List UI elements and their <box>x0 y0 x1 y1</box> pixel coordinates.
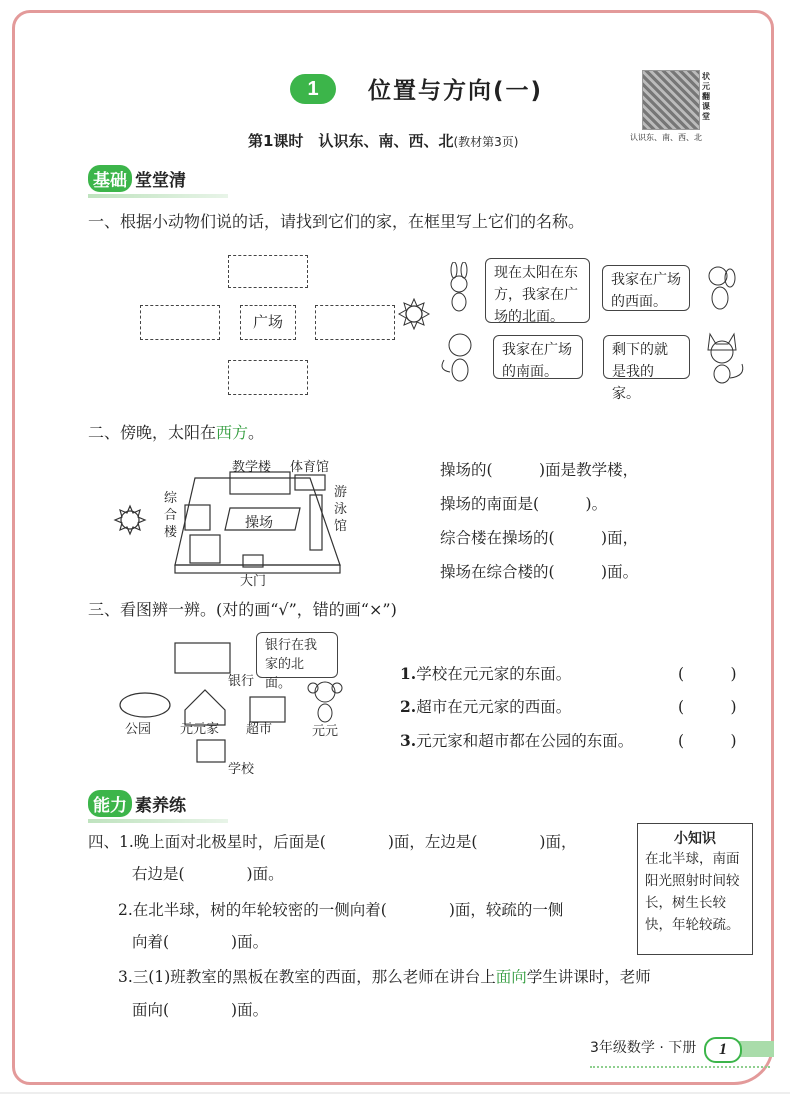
footer-bar <box>738 1041 774 1057</box>
speech-bubble-cat: 剩下的就是我的家。 <box>603 335 690 379</box>
q4-line-4: 向着( )面。 <box>132 933 269 951</box>
item-number: 1. <box>400 664 417 683</box>
note-text: 在北半球，南面阳光照射时间较长，树生长较快，年轮较疏。 <box>645 851 740 933</box>
item-text: 元元家和超市都在公园的东面。 <box>416 732 634 750</box>
section-badge: 基础 <box>88 165 132 192</box>
lesson-ref: (教材第3页) <box>453 135 519 149</box>
label-pool: 游泳馆 <box>334 485 348 534</box>
label-bank: 银行 <box>228 674 255 689</box>
section-title: 素养练 <box>135 796 186 816</box>
answer-box-south[interactable] <box>228 360 308 395</box>
q4-text: 学生讲课时，老师 <box>526 968 651 986</box>
q3-answer-3[interactable]: ( ) <box>678 732 737 750</box>
label-gym: 体育馆 <box>290 460 330 475</box>
label-yuanyuan: 元元 <box>312 724 339 739</box>
section-underline <box>88 194 228 198</box>
label-home: 元元家 <box>180 722 220 737</box>
q3-item-2 <box>400 695 571 717</box>
item-text: 学校在元元家的东面。 <box>416 665 572 683</box>
q2-highlight: 西方 <box>216 423 249 442</box>
park-icon <box>120 693 170 717</box>
school-icon <box>197 740 225 762</box>
note-title: 小知识 <box>674 831 716 847</box>
q4-line-3: 2.在北半球，树的年轮较密的一侧向着( )面，较疏的一侧 <box>118 901 564 919</box>
lesson-name: 第1课时 认识东、南、西、北 <box>248 132 454 150</box>
q3-prompt: 三、看图辨一辨。(对的画“√”，错的画“×”) <box>88 600 397 619</box>
item-text: 超市在元元家的西面。 <box>416 698 572 716</box>
q4-highlight: 面向 <box>495 968 527 986</box>
monkey-icon <box>438 330 488 385</box>
speech-bubble-monkey: 我家在广场的南面。 <box>493 335 583 379</box>
label-school: 学校 <box>228 762 255 777</box>
label-complex-building: 综合楼 <box>164 491 178 540</box>
section-title: 堂堂清 <box>135 171 186 191</box>
qr-code[interactable] <box>642 70 700 130</box>
rabbit-icon <box>440 262 480 312</box>
q2-prefix: 二、傍晚，太阳在 <box>88 423 217 442</box>
q2-line-4: 操场在综合楼的( )面。 <box>440 563 639 581</box>
q4-line-2: 右边是( )面。 <box>132 865 284 883</box>
campus-map <box>110 470 370 575</box>
lesson-title <box>248 130 518 151</box>
item-number: 2. <box>400 697 417 716</box>
footer-dots <box>590 1066 770 1068</box>
label-market: 超市 <box>246 722 273 737</box>
q4-line-6: 面向( )面。 <box>132 1001 269 1019</box>
qr-caption: 认识东、南、西、北 <box>630 133 702 142</box>
page-number: 1 <box>704 1037 742 1063</box>
answer-box-north[interactable] <box>228 255 308 288</box>
q1-prompt: 一、根据小动物们说的话，请找到它们的家，在框里写上它们的名称。 <box>88 212 585 231</box>
q3-answer-1[interactable]: ( ) <box>678 665 737 683</box>
q2-line-2: 操场的南面是( )。 <box>440 495 608 513</box>
label-field: 操场 <box>245 515 273 531</box>
cat-icon <box>702 330 752 385</box>
item-number: 3. <box>400 731 417 750</box>
label-park: 公园 <box>125 722 152 737</box>
q2-line-1: 操场的( )面是教学楼， <box>440 461 639 479</box>
book-title: 3年级数学 · 下册 <box>590 1040 697 1056</box>
speech-bubble-yuanyuan: 银行在我家的北面。 <box>256 632 338 678</box>
q3-item-1 <box>400 662 571 684</box>
girl-icon <box>305 678 345 723</box>
q4-line-5 <box>118 965 651 987</box>
unit-number-badge: 1 <box>290 74 336 104</box>
bank-icon <box>175 643 230 673</box>
divider <box>0 1092 790 1094</box>
speech-bubble-rabbit: 现在太阳在东方，我家在广场的北面。 <box>485 258 590 323</box>
q3-item-3 <box>400 729 633 751</box>
section-header-ability <box>88 790 228 823</box>
q2-suffix: 。 <box>248 423 265 442</box>
answer-box-west[interactable] <box>140 305 220 340</box>
section-badge: 能力 <box>88 790 132 817</box>
section-underline <box>88 819 228 823</box>
sun-icon <box>398 298 430 330</box>
tip-note <box>637 823 753 955</box>
q2-line-3: 综合楼在操场的( )面， <box>440 529 639 547</box>
q4-text: 3.三(1)班教室的黑板在教室的西面，那么老师在讲台上 <box>118 968 496 986</box>
section-header-basic <box>88 165 228 198</box>
qr-side-text: 状元翻课堂 <box>702 72 710 121</box>
unit-title: 位置与方向(一) <box>368 78 544 104</box>
speech-bubble-dog: 我家在广场的西面。 <box>602 265 690 311</box>
q4-line-1: 四、1.晚上面对北极星时，后面是( )面，左边是( )面， <box>88 833 577 851</box>
label-gate: 大门 <box>240 574 267 589</box>
square-box: 广场 <box>240 305 296 340</box>
dog-icon <box>700 262 745 312</box>
q3-answer-2[interactable]: ( ) <box>678 698 737 716</box>
label-teaching-building: 教学楼 <box>232 460 272 475</box>
answer-box-east[interactable] <box>315 305 395 340</box>
q2-prompt <box>88 420 264 443</box>
